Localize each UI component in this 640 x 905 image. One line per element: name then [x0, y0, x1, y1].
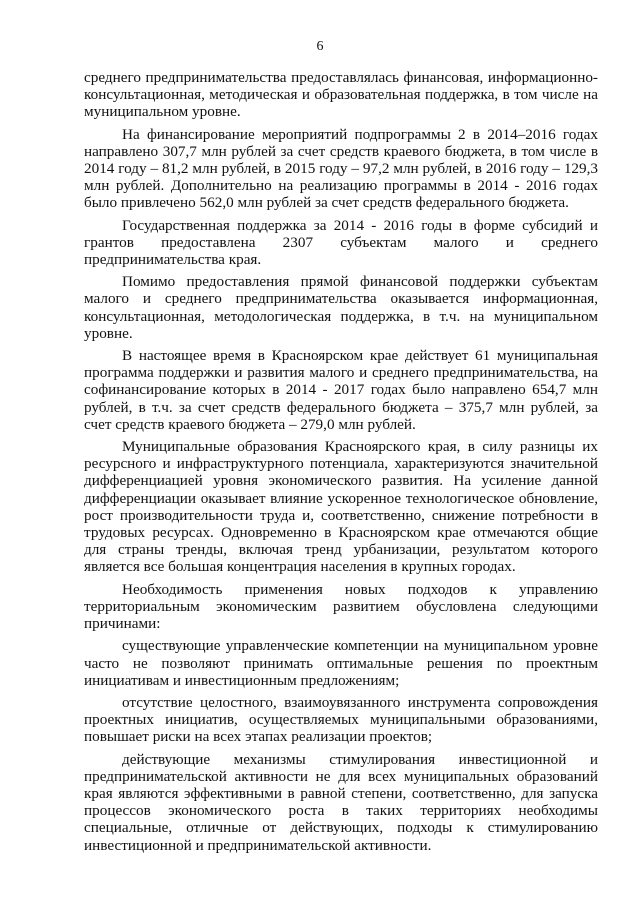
- paragraph-subprogram-funding: На финансирование мероприятий подпрограммы 2 в 2014–2016 годах направлено 307,7 млн рублей за счет средств краевого бюджета, в том числе в 2014 году – 81,2 млн рублей, в 2015 году – 97,2 млн рублей, в 2016 году – 129,3 млн рублей. Дополнительно на реализацию программы в 2014 - 2016 годах было привлечено 562,0 млн рублей за счет средств федерального бюджета.: [84, 125, 598, 212]
- list-item-instrument: отсутствие целостного, взаимоувязанного инструмента сопровождения проектных инициатив, осуществляемых муниципальными образованиями, повышает риски на всех этапах реализации проектов;: [84, 693, 598, 746]
- paragraph-continuation: среднего предпринимательства предоставлялась финансовая, информационно-консультационная, методическая и образовательная поддержка, в том числе на муниципальном уровне.: [84, 69, 598, 121]
- list-item-competencies: существующие управленческие компетенции на муниципальном уровне часто не позволяют принимать оптимальные решения по проектным инициативам и инвестиционным предложениям;: [84, 637, 598, 689]
- paragraph-new-approaches: Необходимость применения новых подходов к управлению территориальным экономическим развитием обусловлена следующими причинами:: [84, 580, 598, 633]
- paragraph-additional-support: Помимо предоставления прямой финансовой поддержки субъектам малого и среднего предпринимательства оказывается информационная, консультационная, методологическая поддержка, в т.ч. на муниципальном уровне.: [84, 273, 598, 342]
- paragraph-state-support: Государственная поддержка за 2014 - 2016 годы в форме субсидий и грантов предоставлена 2307 субъектам малого и среднего предпринимательства края.: [84, 216, 598, 269]
- list-item-mechanisms: действующие механизмы стимулирования инвестиционной и предпринимательской активности не для всех муниципальных образований края являются эффективными в равной степени, соответственно, для запуска процессов экономического роста в таких территориях необходимы специальные, отличные от действующих, подходы к стимулированию инвестиционной и предпринимательской активности.: [84, 750, 598, 854]
- paragraph-differentiation: Муниципальные образования Красноярского края, в силу разницы их ресурсного и инфраструктурного потенциала, характеризуются значительной дифференциацией уровня экономического развития. На усиление данной дифференциации оказывает влияние ускоренное технологическое обновление, рост производительности труда и, соответственно, снижение потребности в трудовых ресурсах. Одновременно в Красноярском крае отмечаются общие для страны тренды, включая тренд урбанизации, результатом которого является все большая концентрация населения в крупных городах.: [84, 438, 598, 576]
- page-number: 6: [316, 39, 324, 54]
- paragraph-municipal-programs: В настоящее время в Красноярском крае действует 61 муниципальная программа поддержки и развития малого и среднего предпринимательства, на софинансирование которых в 2014 - 2017 годах было направлено 654,7 млн рублей, в т.ч. за счет средств федерального бюджета – 375,7 млн рублей, за счет средств краевого бюджета – 279,0 млн рублей.: [84, 347, 598, 433]
- document-body: [84, 69, 598, 854]
